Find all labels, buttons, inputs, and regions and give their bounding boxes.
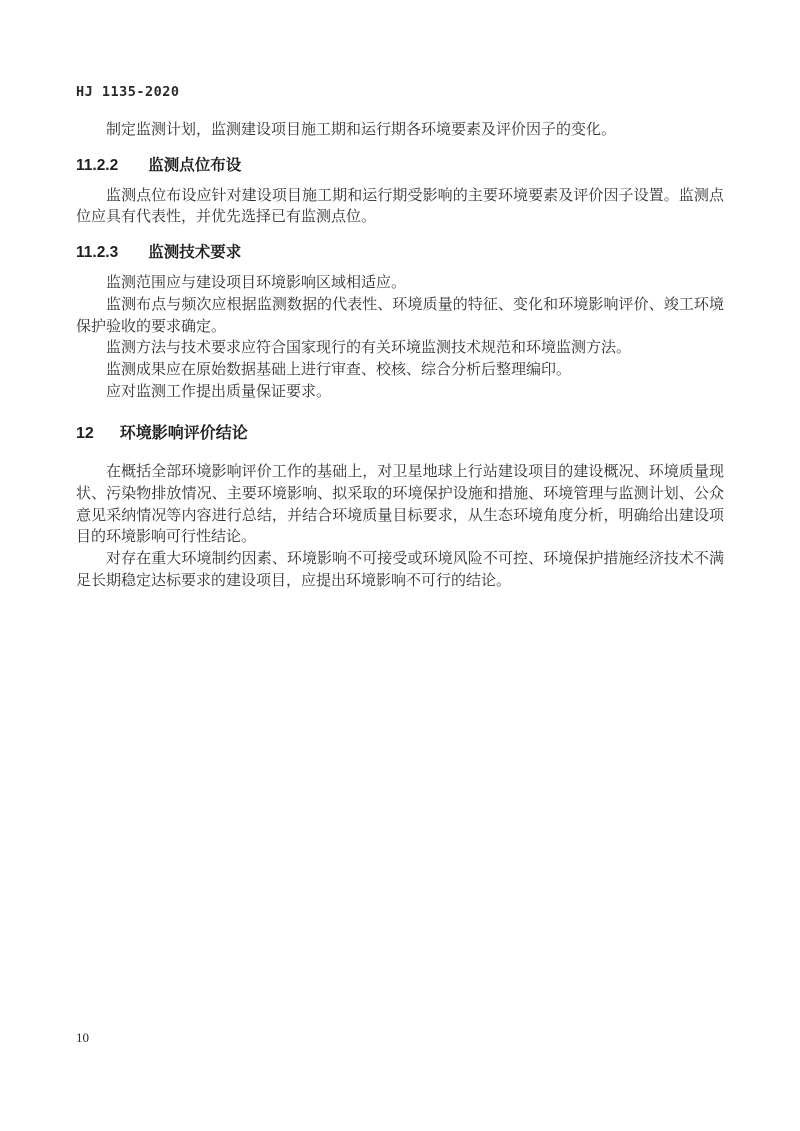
section-title: 监测技术要求 <box>148 244 242 262</box>
section-title: 环境影响评价结论 <box>119 425 248 443</box>
section-heading-11-2-2 <box>76 154 724 178</box>
section-title: 监测点位布设 <box>148 156 242 174</box>
section-number: 11.2.3 <box>76 244 119 262</box>
page-number: 10 <box>76 1030 89 1045</box>
page-content <box>76 84 724 593</box>
paragraph: 监测布点与频次应根据监测数据的代表性、环境质量的特征、变化和环境影响评价、竣工环境保护验收的要求确定。 <box>76 296 724 335</box>
section-number: 11.2.2 <box>76 156 119 174</box>
paragraph: 对存在重大环境制约因素、环境影响不可接受或环境风险不可控、环境保护措施经济技术不满足长期稳定达标要求的建设项目，应提出环境影响不可行的结论。 <box>76 551 724 589</box>
paragraph: 监测成果应在原始数据基础上进行审查、校核、综合分析后整理编印。 <box>106 361 572 378</box>
section-heading-12 <box>76 421 724 447</box>
standard-number-header: HJ 1135-2020 <box>76 84 180 100</box>
lead-paragraph: 制定监测计划，监测建设项目施工期和运行期各环境要素及评价因子的变化。 <box>106 122 617 138</box>
section-number: 12 <box>76 425 94 443</box>
paragraph: 应对监测工作提出质量保证要求。 <box>106 383 332 400</box>
paragraph: 监测方法与技术要求应符合国家现行的有关环境监测技术规范和环境监测方法。 <box>106 340 632 357</box>
paragraph: 监测点位布设应针对建设项目施工期和运行期受影响的主要环境要素及评价因子设置。监测点位应具有代表性，并优先选择已有监测点位。 <box>76 187 724 226</box>
section-heading-11-2-3 <box>76 241 724 265</box>
paragraph: 监测范围应与建设项目环境影响区域相适应。 <box>106 275 407 292</box>
paragraph: 在概括全部环境影响评价工作的基础上，对卫星地球上行站建设项目的建设概况、环境质量现状、污染物排放情况、主要环境影响、拟采取的环境保护设施和措施、环境管理与监测计划、公众意见采纳情况等内容进行总结，并结合环境质量目标要求，从生态环境角度分析，明确给出建设项目的环境影响可行性结论。 <box>76 464 724 546</box>
